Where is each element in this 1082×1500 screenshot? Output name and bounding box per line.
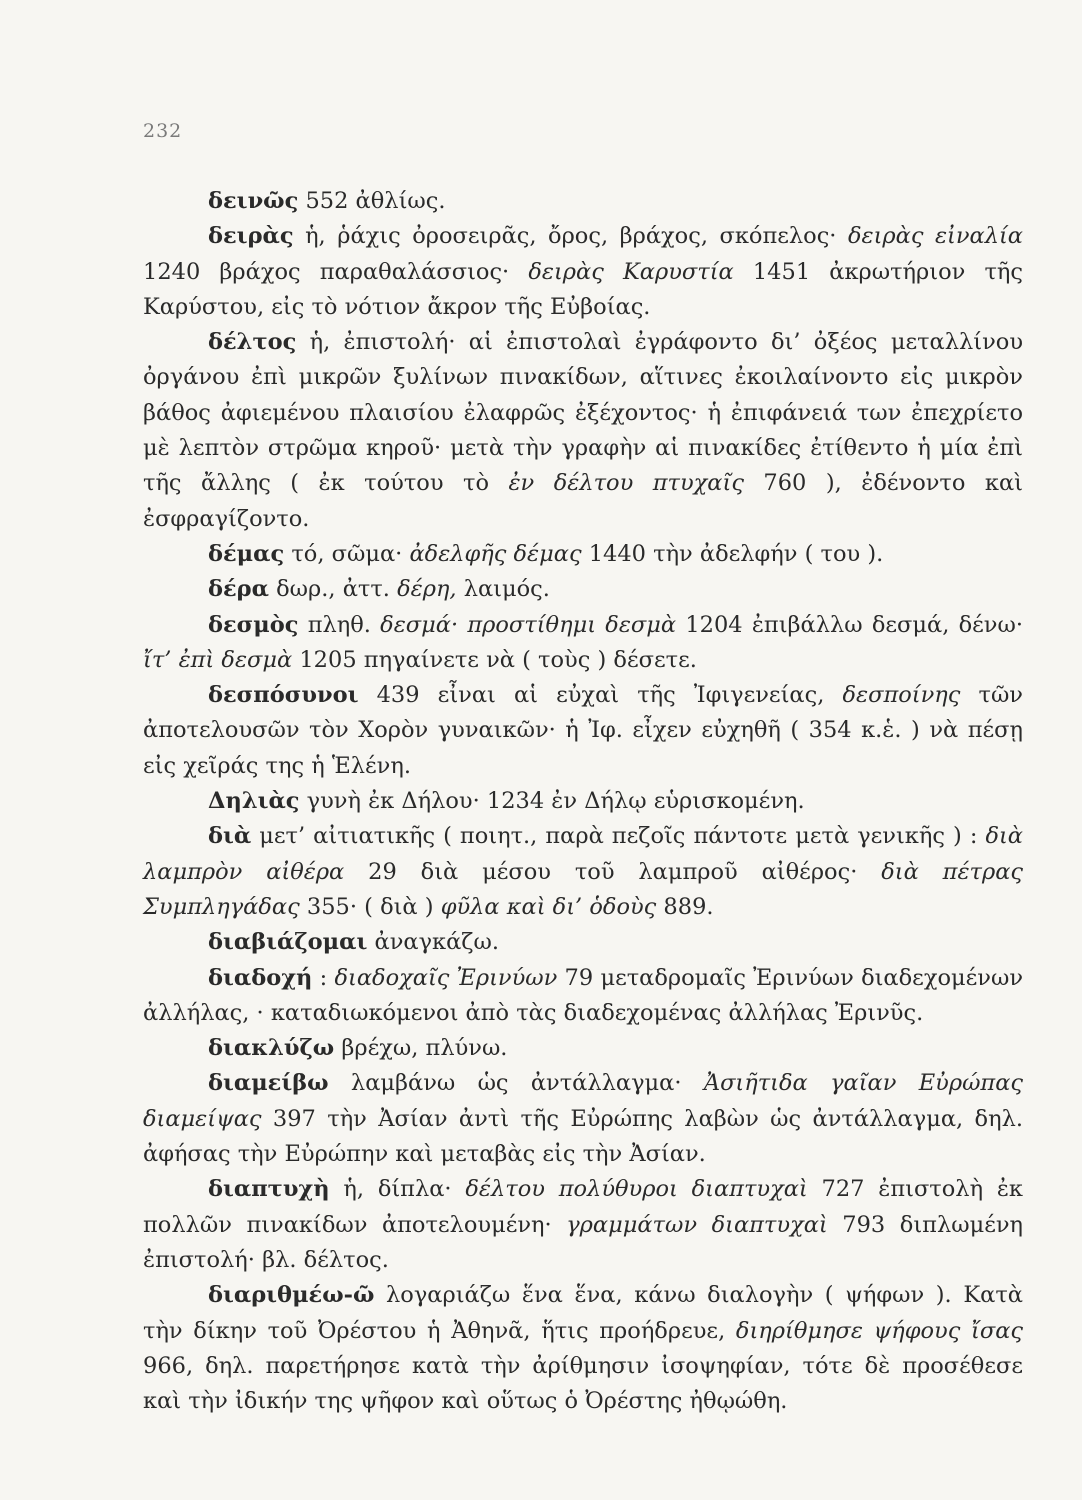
entry-definition: μετ’ αἰτιατικῆς ( ποιητ., παρὰ πεζοῖς πάντοτε μετὰ γενικῆς ) :	[251, 823, 986, 850]
entry-headword: διαπτυχὴ	[208, 1176, 330, 1203]
entry-definition: ἡ, δίπλα·	[329, 1176, 466, 1203]
entry-definition: 439 εἶναι αἱ εὐχαὶ τῆς Ἰφιγενείας,	[358, 682, 843, 709]
entry-headword: Δηλιὰς	[208, 788, 300, 815]
glossary-entry	[143, 184, 1023, 219]
entry-definition: 727 ἐπιστολὴ ἐκ πολλῶν πινακίδων ἀποτελουμένη·	[143, 1176, 1023, 1238]
entry-definition: 889.	[656, 893, 714, 920]
entry-definition: 1204 ἐπιβάλλω δεσμά, δένω·	[676, 611, 1023, 638]
glossary-entry	[143, 325, 1023, 537]
entry-definition: τῶν ἀποτελουσῶν τὸν Χορὸν γυναικῶν· ἡ Ἰφ. εἶχεν εὐχηθῆ ( 354 κ.ἑ. ) νὰ πέσῃ εἰς χεῖράς της ἡ Ἑλένη.	[143, 682, 1023, 779]
entry-quote: ἀδελφῆς δέμας	[409, 540, 582, 567]
entry-definition: 1240 βράχος παραθαλάσσιος·	[143, 258, 529, 285]
glossary-entry	[143, 608, 1023, 679]
glossary-text	[143, 184, 1023, 1419]
entry-definition: 1440 τὴν ἀδελφήν ( του ).	[581, 540, 884, 567]
entry-quote: δέλτου πολύθυροι διαπτυχαὶ	[465, 1176, 808, 1203]
glossary-entry	[143, 537, 1023, 572]
entry-headword: διαμείβω	[208, 1070, 329, 1097]
page-number: 232	[143, 120, 183, 142]
entry-headword: δεσπόσυνοι	[208, 682, 359, 709]
entry-quote: δεσμά· προστίθημι δεσμὰ	[380, 611, 677, 638]
entry-definition: 29 διὰ μέσου τοῦ λαμπροῦ αἰθέρος·	[344, 858, 882, 885]
glossary-entry	[143, 784, 1023, 819]
entry-definition: 355· ( διὰ )	[299, 893, 441, 920]
entry-headword: δέμας	[208, 540, 285, 567]
entry-quote: γραμμάτων διαπτυχαὶ	[566, 1211, 828, 1238]
entry-definition: 793 διπλωμένη ἐπιστολή· βλ. δέλτος.	[143, 1211, 1024, 1273]
entry-definition: 760 ), ἐδένοντο καὶ ἐσφραγίζοντο.	[143, 470, 1023, 532]
entry-definition: λαιμός.	[456, 576, 550, 603]
entry-definition: 966, δηλ. παρετήρησε κατὰ τὴν ἀρίθμησιν ἰσοψηφίαν, τότε δὲ προσέθεσε καὶ τὴν ἰδικήν της ψῆφον καὶ οὕτως ὁ Ὀρέστης ἠθῳώθη.	[143, 1352, 1023, 1415]
entry-quote: διηρίθμησε ψήφους ἴσας	[735, 1317, 1023, 1344]
entry-definition: 397 τὴν Ἀσίαν ἀντὶ τῆς Εὐρώπης λαβὼν ὡς ἀντάλλαγμα, δηλ. ἀφήσας τὴν Εὐρώπην καὶ μεταβὰς εἰς τὴν Ἀσίαν.	[143, 1105, 1023, 1168]
entry-quote: Ἀσιῆτιδα γαῖαν Εὐρώπας διαμείψας	[143, 1070, 1023, 1132]
entry-quote: δέρη,	[397, 576, 457, 603]
glossary-entry	[143, 1031, 1023, 1066]
entry-definition: 1205 πηγαίνετε νὰ ( τοὺς ) δέσετε.	[292, 646, 697, 673]
entry-headword: δεινῶς	[208, 188, 299, 214]
entry-quote: δειρὰς Καρυστία	[528, 258, 734, 285]
entry-headword: διὰ	[208, 823, 252, 850]
glossary-entry	[143, 678, 1023, 784]
glossary-entry	[143, 961, 1023, 1032]
entry-headword: διαριθμέω-ῶ	[208, 1282, 375, 1309]
entry-definition: δωρ., ἀττ.	[268, 576, 398, 603]
glossary-entry	[143, 219, 1023, 325]
entry-quote: διαδοχαῖς Ἐρινύων	[334, 964, 558, 991]
entry-definition: λαμβάνω ὡς ἀντάλλαγμα·	[328, 1070, 704, 1097]
entry-headword: διαβιάζομαι	[208, 929, 368, 956]
entry-definition: λογαριάζω ἕνα ἕνα, κάνω διαλογὴν ( ψήφων ). Κατὰ τὴν δίκην τοῦ Ὀρέστου ἡ Ἀθηνᾶ, ἥτις προήδρευε,	[143, 1282, 1023, 1344]
entry-headword: διακλύζω	[208, 1035, 335, 1062]
entry-headword: δέλτος	[208, 329, 297, 356]
entry-definition: 1451 ἀκρωτήριον τῆς Καρύστου, εἰς τὸ νότιον ἄκρον τῆς Εὐβοίας.	[143, 258, 1023, 320]
entry-quote: ἐν δέλτου πτυχαῖς	[508, 470, 744, 497]
entry-definition: γυνὴ ἐκ Δήλου· 1234 ἐν Δήλῳ εὑρισκομένη.	[299, 788, 805, 815]
entry-quote: δειρὰς εἰναλία	[847, 223, 1023, 250]
entry-definition: βρέχω, πλύνω.	[334, 1035, 508, 1062]
glossary-entry	[143, 572, 1023, 607]
entry-quote: διὰ πέτρας Συμπληγάδας	[143, 858, 1024, 920]
entry-quote: δεσποίνης	[842, 682, 961, 709]
glossary-entry	[143, 1278, 1023, 1419]
entry-definition: ἀναγκάζω.	[367, 929, 499, 956]
entry-definition: τό, σῶμα·	[284, 540, 410, 567]
entry-headword: δειρὰς	[208, 223, 294, 250]
glossary-entry	[143, 1172, 1023, 1278]
entry-quote: διὰ λαμπρὸν αἰθέρα	[143, 823, 1023, 885]
entry-headword: δεσμὸς	[208, 611, 299, 638]
entry-definition: ἡ, ῥάχις ὀροσειρᾶς, ὄρος, βράχος, σκόπελος·	[293, 223, 848, 250]
glossary-entry	[143, 925, 1023, 960]
entry-quote: ἴτ’ ἐπὶ δεσμὰ	[143, 646, 293, 673]
entry-headword: διαδοχή	[208, 964, 313, 991]
entry-definition: :	[312, 964, 335, 991]
entry-definition: ἡ, ἐπιστολή· αἱ ἐπιστολαὶ ἐγράφοντο δι’ ὀξέος μεταλλίνου ὀργάνου ἐπὶ μικρῶν ξυλίνων πινακίδων, αἵτινες ἐκοιλαίνοντο εἰς μικρὸν βάθος ἀφιεμένου πλαισίου ἐλαφρῶς ἐξέχοντος· ἡ ἐπιφάνειά των ἐπεχρίετο μὲ λεπτὸν στρῶμα κηροῦ· μετὰ τὴν γραφὴν αἱ πινακίδες ἐτίθεντο ἡ μία ἐπὶ τῆς ἄλλης ( ἐκ τούτου τὸ	[143, 329, 1023, 497]
glossary-entry	[143, 1066, 1023, 1172]
entry-quote: φῦλα καὶ δι’ ὁδοὺς	[440, 893, 657, 920]
entry-definition: 552 ἀθλίως.	[298, 188, 446, 214]
entry-headword: δέρα	[208, 576, 269, 603]
entry-definition: πληθ.	[298, 611, 381, 638]
glossary-entry	[143, 819, 1023, 925]
entry-definition: 79 μεταδρομαῖς Ἐρινύων διαδεχομένων ἀλλήλας, · καταδιωκόμενοι ἀπὸ τὰς διαδεχομένας ἀλλήλας Ἐρινῦς.	[143, 964, 1023, 1026]
